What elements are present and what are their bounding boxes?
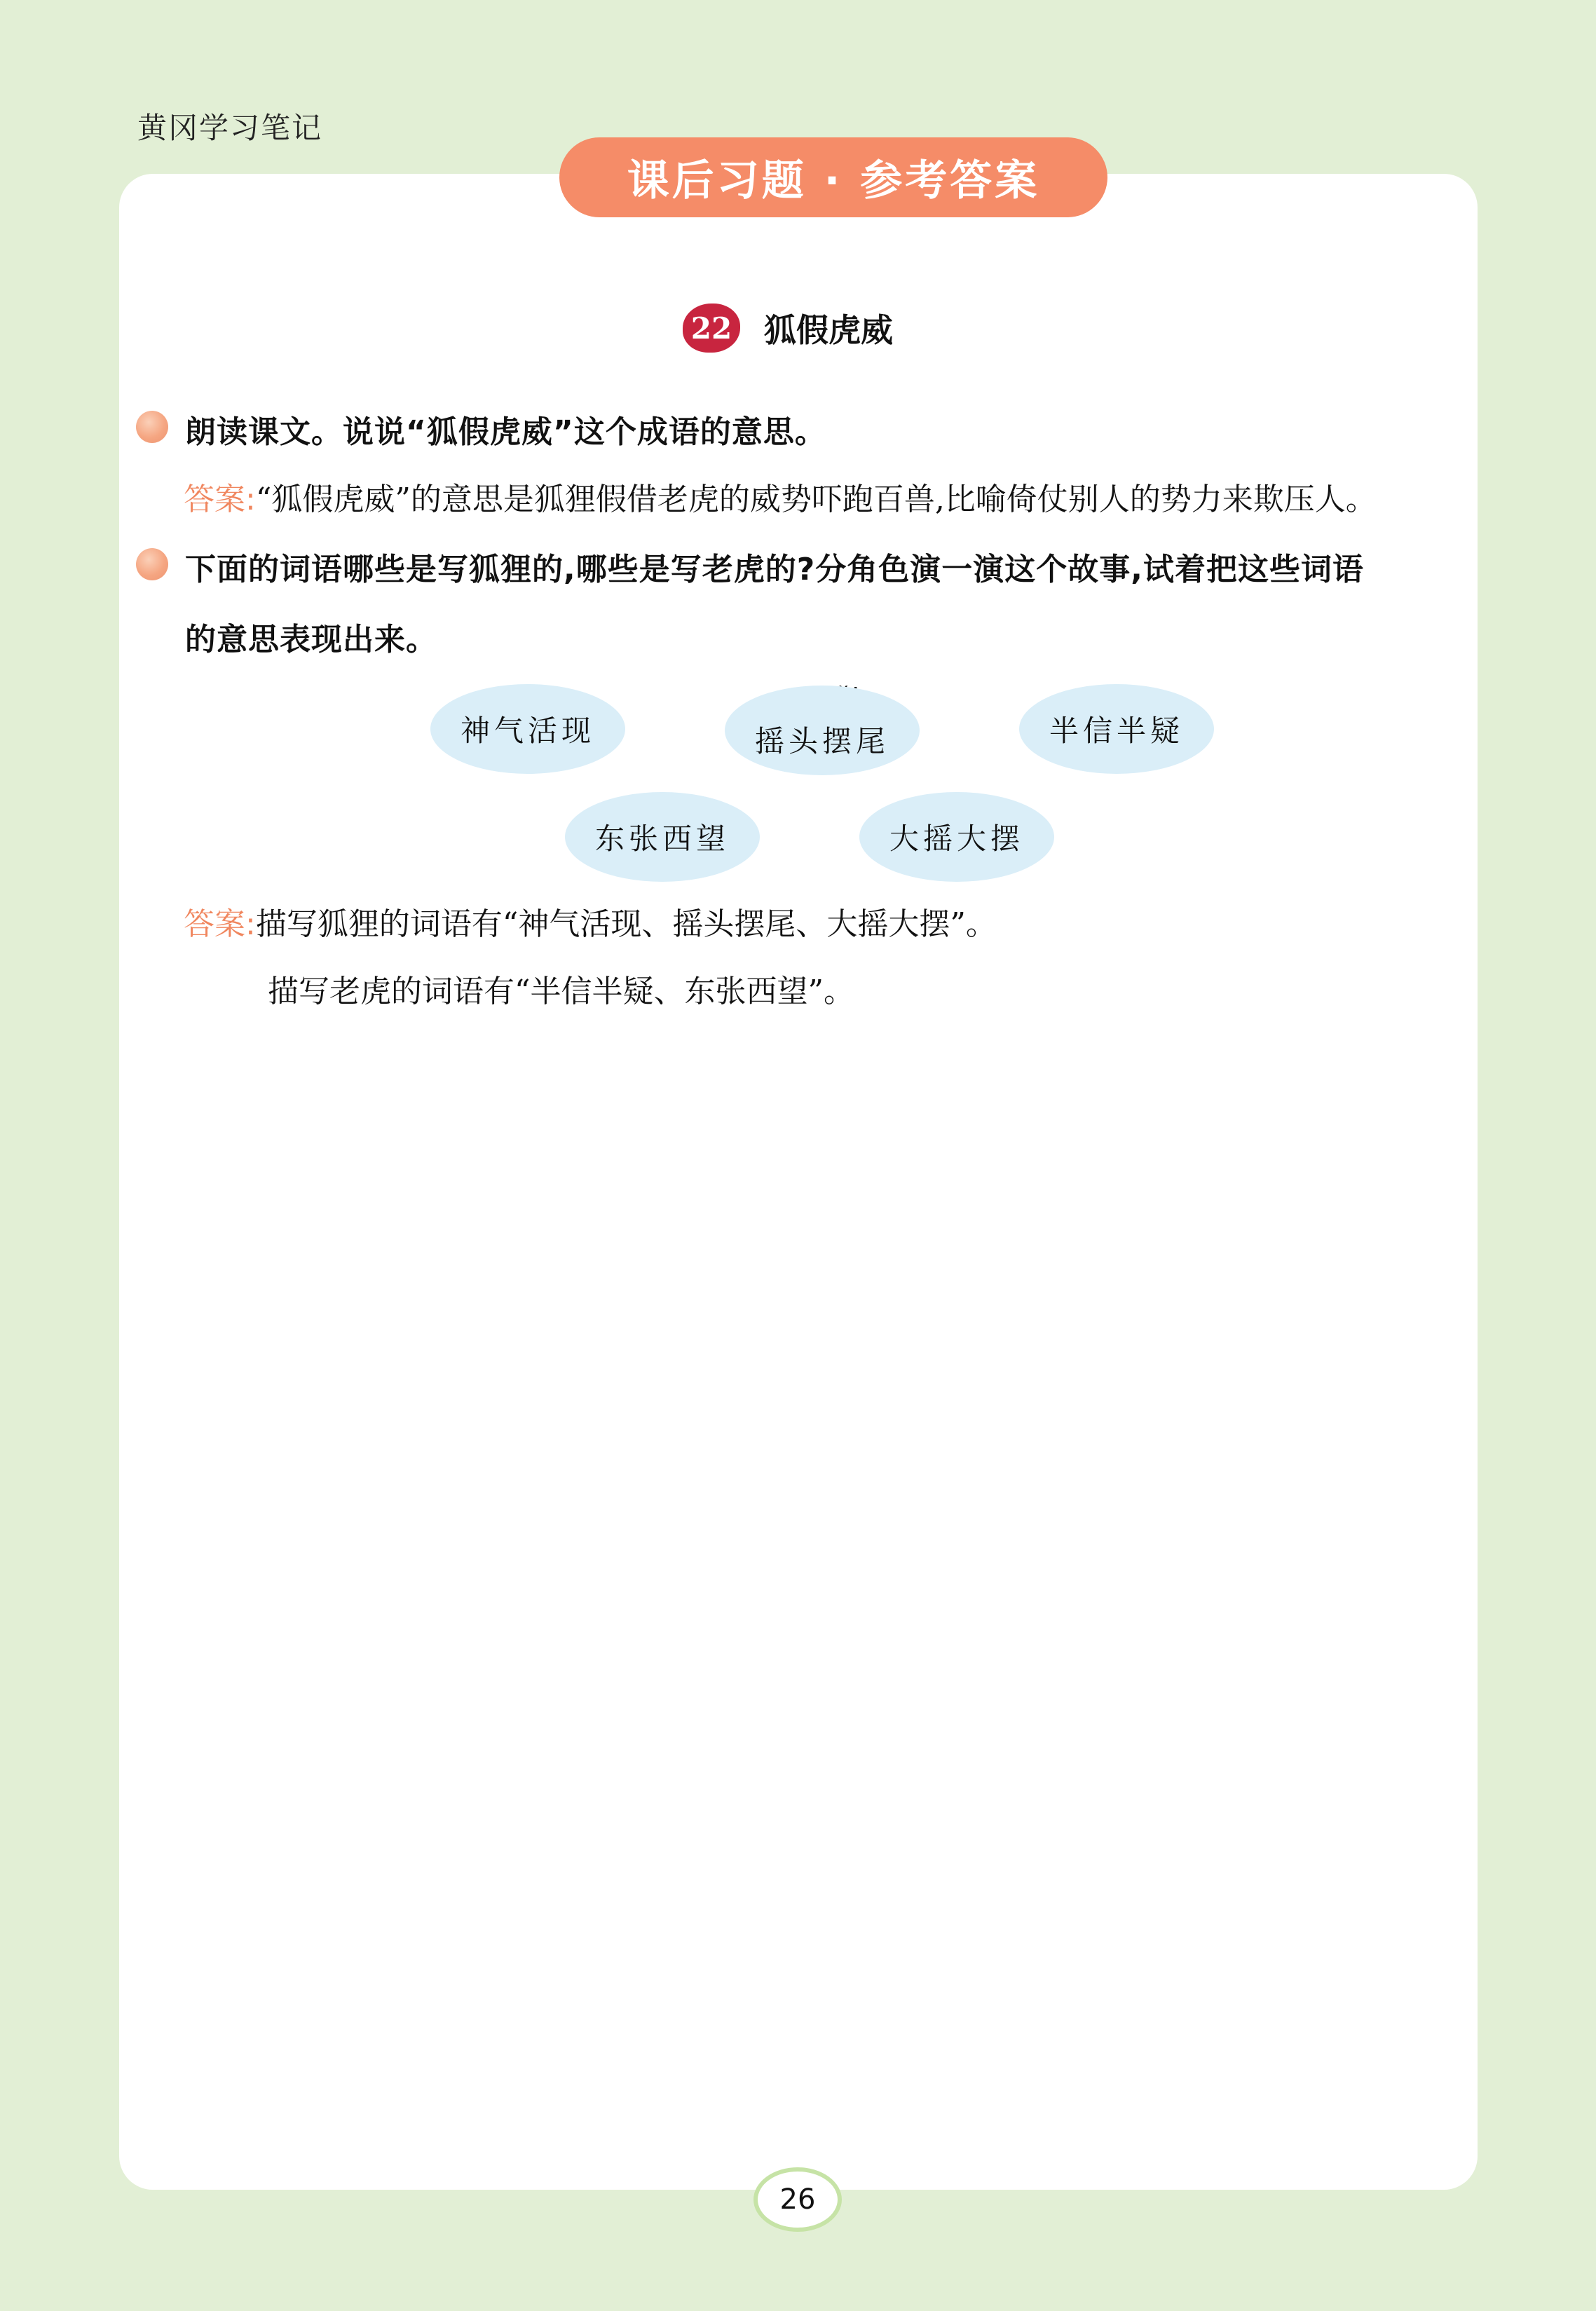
question-2-line2: 的意思表现出来。 bbox=[185, 622, 437, 657]
answer-label: 答案: bbox=[184, 482, 256, 517]
lesson-number-badge: 22 bbox=[683, 304, 740, 353]
question-2-line1: 下面的词语哪些是写狐狸的,哪些是写老虎的?分角色演一演这个故事,试着把这些词语 bbox=[185, 552, 1364, 587]
answer-2-text: 描写狐狸的词语有“神气活现、摇头摆尾、大摇大摆”。 bbox=[255, 906, 997, 942]
word-label: 神气活现 bbox=[460, 714, 595, 748]
word-oval bbox=[565, 792, 760, 882]
word-oval bbox=[1019, 684, 1214, 774]
word-label: 半信半疑 bbox=[1049, 714, 1184, 748]
brand-title: 黄冈学习笔记 bbox=[137, 111, 323, 145]
answer-1-text: “狐假虎威”的意思是狐狸假借老虎的威势吓跑百兽,比喻倚仗别人的势力来欺压人。 bbox=[255, 482, 1377, 517]
bullet-icon bbox=[136, 411, 168, 443]
word-oval bbox=[725, 686, 920, 775]
word-label: 东张西望 bbox=[594, 822, 730, 856]
bullet-icon bbox=[136, 548, 168, 580]
answer-label: 答案: bbox=[184, 906, 256, 942]
word-oval bbox=[430, 684, 625, 774]
lesson-heading bbox=[683, 299, 893, 357]
word-label: 摇头摆尾 bbox=[754, 724, 889, 758]
section-banner bbox=[559, 137, 1107, 217]
question-1: 朗读课文。说说“狐假虎威”这个成语的意思。 bbox=[185, 414, 826, 450]
word-label: 大摇大摆 bbox=[889, 822, 1024, 856]
page-number: 26 bbox=[753, 2167, 842, 2232]
answer-2-line2: 描写老虎的词语有“半信半疑、东张西望”。 bbox=[268, 974, 854, 1009]
banner-title: 课后习题 · 参考答案 bbox=[627, 156, 1040, 205]
lesson-title: 狐假虎威 bbox=[764, 311, 893, 349]
answer-1 bbox=[184, 474, 1377, 519]
word-oval bbox=[859, 792, 1054, 882]
answer-2-line1 bbox=[184, 899, 997, 943]
